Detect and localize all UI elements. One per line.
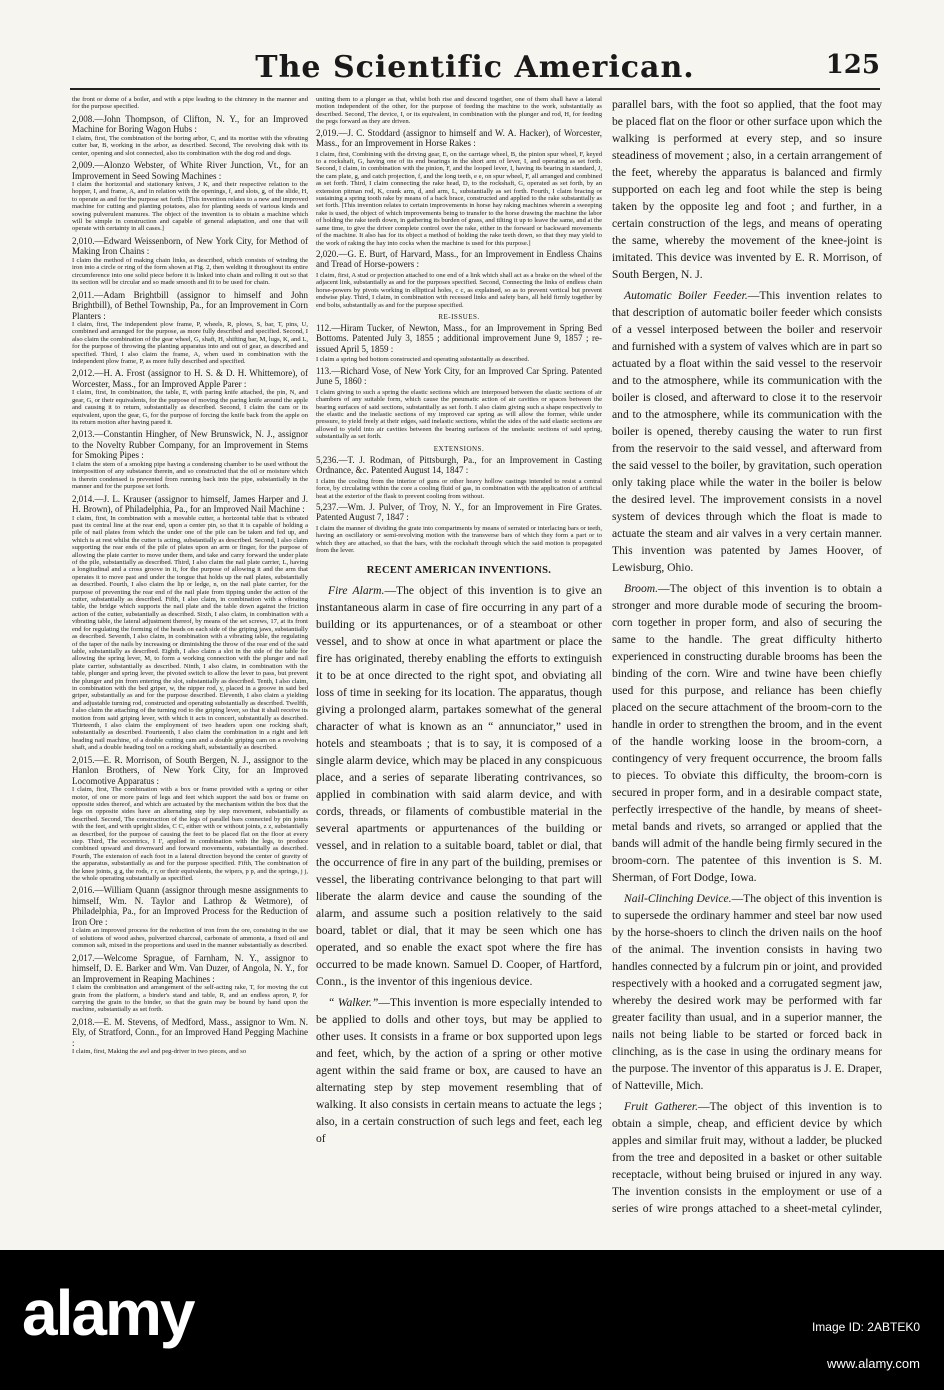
patent-entry [72,755,308,883]
patent-claim-text: I claim an improved process for the reduction of iron from the ore, consisting in the use of solutions of wood ashes, pulverized charcoal, carbonate of ammonia, a fixed oil and common salt, mixed in the proportions and used in the manner substantially as described. [72,927,308,950]
patent-heading: 2,010.—Edward Weissenborn, of New York City, for Method of Making Iron Chains : [72,235,308,257]
reissues-list [316,323,602,441]
patent-heading: 2,009.—Alonzo Webster, of White River Junction, Vt., for an Improvement in Seed Sowing Machines : [72,160,308,181]
extensions-heading: EXTENSIONS. [433,444,485,453]
patent-claim-text: I claim the horizontal and stationary knives, J K, and their respective relation to the hopper, I, and frame, A, and in relation with the openings, f, and slots, g, of the slide, H, to operate as and for the purpose set forth. [This invention relates to a new and improved machine for cutting and planting potatoes, also for planting seeds of various kinds and sowing pulverulent manures. The object of the invention is to obtain a machine which will be simple in construction and capable of general adaptation, and one that will operate with certainty in all cases.] [72,181,308,233]
article-paragraph [612,287,882,576]
masthead-rule [70,88,880,90]
intro-text: uniting them to a plunger as that, whilst both rise and descend together, one of them shall have a lateral motion independent of the other, for the purpose of feeding the machine to the work, substantially as described. Second, The device, I, or its equivalent, in combination with the plunger and rod, H, for feeding the pegs forward as they are driven. [316,96,602,126]
patent-heading: 2,012.—H. A. Frost (assignor to H. S. & D. H. Whittemore), of Worcester, Mass., for an Improved Apple Parer : [72,368,308,389]
column-2-patents [316,128,602,309]
patent-claim-text: I claim, first, A stud or projection attached to one end of a link which shall act as a brake on the wheel of the adjacent link, substantially as and for the purposes specified. Second, Connecting the links of endless chain horse-powers by pivots working in elliptical holes, c c, as explained, so as to prevent vertical but prevent endwise play. Third, I claim, in combination with recessed links and safety bars, all held firmly together by end bolts, substantially as and for the purpose specified. [316,271,602,309]
article-paragraph [316,994,602,1147]
patent-heading: 2,016.—William Quann (assignor through mesne assignments to himself, Wm. N. Taylor and Lathrop & Wetmore), of Philadelphia, Pa., for an Improved Process for the Reduction of Iron Ore : [72,885,308,927]
patent-heading: 2,017.—Welcome Sprague, of Farnham, N. Y., assignor to himself, D. E. Barker and Wm. Van Duzer, of Angola, N. Y., for an Improvement in Reaping Machines : [72,952,308,984]
extensions-list [316,455,602,555]
patent-entry [72,953,308,1014]
patent-claim-text: the front or dome of a boiler, and with a pipe leading to the chimney in the manner and for the purpose specified. [72,96,308,111]
patent-claim-text: I claim, first, In combination with a movable cutter, a horizontal table that is vibrated past its central line at the rear end, upon a center pin, so that it is capable of holding a pile of nail plates from which the under one of the pile can be taken and fed up, and which is at rest whilst the cutter is acting, substantially as described. Second, I also claim supporting the rear ends of the pile of plates upon an arm or finger, for the purpose of allowing the plate carrier to move under them, and take and carry forward the under plate of the pile, substantially as described. Third, I also claim the nail plate carrier, L, having a longitudinal and a cross groove in it, for the purpose of allowing it and the arm that operates it to move past and under the tongue that holds up the nail plates, substantially as described. Fourth, I also claim the lip or ledge, n, on the nail plate carrier, for the purpose of preventing the rear end of the nail plate from tipping under the action of the cutter, substantially as described. Fifth, I also claim, in combination with a vibrating table, the bridge which supports the nail plate and the table down against the friction action of the cutter, substantially as described. Sixth, I also claim, in combination with a vibrating table, the lateral adjustment thereof, by means of the set screws, 17, at its front end for regulating the forming of the heads on each side of the griping jaws, substantially as described. Seventh, I also claim, in combination with a vibrating table, the regulating of the taper of the nails by increasing or diminishing the throw of the rear end of the said table, substantially as described. Eighth, I also claim a slot in the side of the table for allowing the spring lever, M, to form a working connection with the plunger and nail plate carrier, substantially as described. Ninth, I also claim, in combination with the table, plunger and spring lever, the pivoted switch to allow the lever to pass, but prevent the plunger and pin from entering the slot, substantially as described. Tenth, I also claim, in combination with the bed griper, w, the nipper rod, y, placed in a groove in said bed griper, substantially as and for the purpose described. Eleventh, I also claim a yielding and adjustable turning rod, constructed and operating substantially as described. Twelfth, I also claim the attaching of the turning rod to the griping lever, so that it shall receive its motion from said griping lever, with which it acts in concert, substantially as described. Thirteenth, I also claim the employment of two headers upon one rocking shaft, substantially as described. Fourteenth, I also claim the combination in a right and left heading nail machine, of a double cutting cam and a double griping cam on a revolving shaft, and a double heading tool on a rocking shaft, substantially as described. [72,514,308,752]
article-paragraph [612,890,882,1094]
patent-heading: 2,018.—E. M. Stevens, of Medford, Mass., assignor to Wm. N. Ely, of Stratford, Conn., for an Improved Hand Pegging Machine : [72,1016,308,1048]
paragraph-text: —This invention is more especially intended to be applied to dolls and other toys, but may be applied to other uses. It consists in a frame or box supported upon legs and feet, which, by the action of a spring or other motive agent within the said frame or box, are caused to have an alternating step by step movement resembling that of walking. It also consists in certain means to actuate the legs ; also, in a certain construction of such legs and feet, each leg of [316,995,602,1145]
reissue-entry [316,323,602,364]
patent-entry [72,96,308,111]
article-paragraph [612,1098,882,1216]
patent-heading: 5,236.—T. J. Rodman, of Pittsburgh, Pa., for an Improvement in Casting Ordnance, &c. Patented August 14, 1847 : [316,454,602,476]
patent-claim-text: I claim, first, Combining with the driving gear, E, on the carriage wheel, B, the pinion spur wheel, F, keyed to a rockshaft, G, having one of its end bearings in the short arm of lever, I, and operating as set forth. Second, I claim, in combination with the pinion, F, and the looped lever, I, having its bearing in standard, J, the cam plate, g, and catch projection, f, and the long teeth, e e, on spur wheel, F, all arranged and combined as set forth. Third, I claim connecting the rake head, D, to the rockshaft, G, operated as set forth, by an extension pitman rod, K, crank arm, d, and arm, L, substantially as set forth. Fourth, I claim bracing or sustaining a spring tooth rake by means of a back brace, constructed and applied to the rake substantially as set forth. [This invention relates to certain improvements in horse hay raking machines wherein a sweeping rake is used, the object of which improvements being to transfer to the horse drawing the machine the labor of holding the rake teeth down, in gathering its burden of grass, and tilting it up to leave the same, and at the same time, to give the driver complete control over the rake, either in the forward or backward movements of the machine. It also has for its object a method of holding the rake teeth down, so that they may yield to the work of raking the hay into cocks when the machine is used for this purpose.] [316,150,602,247]
patent-entry [72,290,308,366]
patent-heading: 2,013.—Constantin Hingher, of New Brunswick, N. J., assignor to the Novelty Rubber Company, for an Improvement in Stems for Smoking Pipes : [72,429,308,461]
article-paragraph [612,96,882,283]
column-2 [316,96,602,1216]
patent-claim-text: I claim giving to such a spring the elastic sections which are interposed between the elastic sections of air chambers of any suitable form, which cause the pneumatic action of air cavities or spaces between the bearing surfaces of said sections, substantially as set forth. I also claim giving such a shape respectively to the elastic and the inelastic sections of my improved car spring as will allow the former, while under pressure, to yield freely at their edges, said inelastic sections, whilst the sides of the said elastic sections are allowed to yield into air cavities between the bearing surfaces of the unelastic sections of said spring, substantially as set forth. [316,388,602,441]
patent-heading: 2,020.—G. E. Burt, of Harvard, Mass., for an Improvement in Endless Chains and Tread of Horse-powers : [316,248,602,270]
patent-entry [72,1017,308,1056]
patent-heading: 2,015.—E. R. Morrison, of South Bergen, N. J., assignor to the Hanlon Brothers, of New York City, for an Improved Locomotive Apparatus : [72,754,308,786]
masthead-title: The Scientific American. [255,50,695,85]
patent-entry [316,128,602,247]
patent-entry [316,249,602,309]
source-url: www.alamy.com [827,1356,920,1371]
extension-entry [316,502,602,555]
column-3 [612,96,882,1216]
patent-entry [72,114,308,157]
patent-claim-text: I claim, first, The independent plow frame, P, wheels, R, plows, S, bar, T, pins, U, combined and arranged for the purpose, as more fully described and specified. Second, I also claim the combination of the gear wheel, G, shaft, H, shifting bar, M, lugs, K, and L, for the purpose of throwing the planting apparatus into and out of gear, as described and specified. Third, I also claim the frame, A, when used in combination with the independent plow frame, P, as more fully described and specified. [72,321,308,366]
alamy-logo: alamy [22,1277,194,1349]
column-2-intro [316,96,602,126]
patent-heading: 112.—Hiram Tucker, of Newton, Mass., for an Improvement in Spring Bed Bottoms. Patented July 3, 1855 ; additional improvement June 9, 1857 ; re-issued April 5, 1859 : [316,322,602,354]
patent-heading: 5,237.—Wm. J. Pulver, of Troy, N. Y., for an Improvement in Fire Grates. Patented August 7, 1847 : [316,501,602,523]
patent-claim-text: I claim, first, In combination, the table, E, with paring knife attached, the pin, N, and gear, G, or their equivalents, for the purpose of moving the paring knife around the apple and causing it to return, substantially as described. Second, I claim the cam or its equivalent, upon the gear, G, for the purpose of forcing the knife back from the apple on its return motion after having pared it. [72,389,308,427]
invention-name: Automatic Boiler Feeder. [624,289,748,302]
patent-entry [72,160,308,233]
patent-claim-text: I claim the cooling from the interior of guns or other heavy hollow castings intended to resist a central force, by circulating within the core a cooling fluid of gas, in combination with the application of artificial heat at the exterior of the flask to prevent cooling from without. [316,477,602,500]
reissue-entry [316,366,602,441]
article-body [316,582,602,1147]
patent-heading: 113.—Richard Vose, of New York City, for an Improved Car Spring. Patented June 5, 1860 : [316,365,602,387]
paragraph-text: —The object of this invention is to supersede the ordinary hammer and steel bar now used by the horse-shoers to clinch the driven nails on the hoof of the animal. The invention consists in having two handles connected by a fulcrum pin or joint, and provided respectively with a hooked and a corrugated segment jaw, whereby the desired work may be performed with far greater facility than usual, and in a superior manner, the nails not being liable to be started or forced back in clinching, as is the case in using the ordinary means for the purpose. The inventor of this apparatus is J. E. Draper, of Natteville, Mich. [612,892,882,1092]
patent-heading: 2,019.—J. C. Stoddard (assignor to himself and W. A. Hacker), of Worcester, Mass., for an Improvement in Horse Rakes : [316,127,602,149]
patent-entry [72,494,308,752]
paragraph-text: —The object of this invention is to give an instantaneous alarm in case of fire occurring in any part of a building or its appurtenances, or of a steamboat or other vessel, and to show at once in what apartment or place the fire has originated, thereby enabling the efforts to extinguish it to be at once directed to the right spot, and obviating all loss of time in seeking for its location. The apparatus, though giving a prolonged alarm, partakes somewhat of the general character of what is known as an “ annunciator,” used in hotels and steamboats ; that is to say, it is composed of a single alarm device, which may be placed in any conspicuous place, and a series of separate liberating contrivances, so applied in combination with said alarm device, and with cords, threads, or filaments of combustible material in the several apartments or appurtenances of the building or vessel, and in relation to a suitable board, tablet or dial, that the occurrence of fire in any part of the building, premises or vessel, the liberating contrivance belonging to that part will liberate the alarm device and cause the sounding of the alarm, and assume such a position relatively to the said board, tablet or dial, that it may be seen which one has operated, and so enable the exact spot where the fire has occurred to be made known. Samuel D. Cooper, of Hartford, Conn., is the inventor of this ingenious device. [316,583,602,988]
image-id: Image ID: 2ABTEK0 [811,1320,920,1334]
patent-entry [72,429,308,490]
patent-claim-text: I claim, first, The combination of the boring arbor, C, and its mortise with the vibrating cutter bar, B, working in the arbor, as described. Second, The revolving disk with its center, opening and slot connected, also its combination with the dog rod and dogs. [72,134,308,157]
paragraph-text: parallel bars, with the foot so applied, that the foot may be placed flat on the floor or other surface upon which the walking is performed at every step, and so insure steadiness of movement ; also, in a certain arrangement of the feet, whereby the apparatus is balanced and firmly supported on each leg and foot while the step is being taken by the opposite leg and foot ; and further, in a certain construction of the legs, and means of operating the same, whereby the movement of the knee-joint is imitated. This device was invented by E. R. Morrison, of South Bergen, N. J. [612,98,882,281]
article-paragraph [612,580,882,886]
patent-entry [72,368,308,426]
patent-entry [72,236,308,287]
invention-name: Fruit Gatherer. [624,1100,699,1113]
invention-name: Nail-Clinching Device. [624,892,732,905]
article-paragraph [316,582,602,990]
page-number: 125 [825,50,880,80]
patent-claim-text: I claim the combination and arrangement of the self-acting rake, T, for moving the cut grain from the platform, a binder's stand and table, R, and an endless apron, P, for carrying the grain to the binder, so that the grain may be bound by hand upon the machine, substantially as set forth. [72,984,308,1014]
patent-claim-text: I claim the method of making chain links, as described, which consists of winding the iron into a circle or ring of the form shown at Fig. 2, then welding it throughout its entire circumference into one solid piece before it is linked into chain and rolling it out so that its section will be circular and so made smooth and fit to be used for chain. [72,256,308,287]
patent-claim-text: I claim the manner of dividing the grate into compartments by means of serrated or interlacing bars or teeth, having an oscillatory or semi-revolving motion with the transverse bars of which they form a part or to which they are attached, so that the bars, with the rockshaft through which the said motion is propagated from the lever. [316,524,602,555]
patent-claim-text: I claim, first, The combination with a box or frame provided with a spring or other motor, of one or more pairs of legs and feet which support the said box or frame on opposite sides thereof, and which are actuated by the mechanism within the box that the legs on opposite sides have an alternating step by step movement, substantially as described. Second, The construction of the legs of parallel bars connected by pin joints with the feet, and with upright slides, C C, either with or without joints, z z, substantially as described, for the purpose of causing the feet to be placed flat on the floor at every step. Third, The eccentrics, I I', applied in combination with the legs, to produce combined upward and downward and forward movements, substantially as described. Fourth, The extension of each foot in a lateral direction beyond the center of gravity of the apparatus, substantially as and for the purpose specified. Fifth, The combination of the knee joints, g g, the rods, r r, or their equivalents, the wipers, p p, and the springs, j j, the whole operating substantially as specified. [72,786,308,882]
paragraph-text: —The object of this invention is to obtain a stronger and more durable mode of securing the broom-corn together in proper form, and also of securing the same to the handle. The great difficulty hitherto experienced in constructing durable brooms has been the binding of the corn. Wire and twine have been chiefly used for this purpose, and reliance has been chiefly placed on the secure attachment of the broom-corn to the handle in order to strengthen the broom, and in the event of the handle working loose in the broom-corn, a contingency of very frequent occurrence, the broom falls to pieces. To obviate this difficulty, the broom-corn is secured in proper form, and in a desirable compact state, perfectly irrespective of the handle, by means of sheet-metal bands and rivets, so arranged or applied that the bands will admit of the handle being firmly secured in the broom-corn. The patentee of this invention is S. M. Sherman, of Fort Dodge, Iowa. [612,582,882,884]
patent-claim-text: I claim a spring bed bottom constructed and operating substantially as described. [316,356,530,364]
column-1 [72,96,308,1216]
paragraph-text: —This invention relates to that description of automatic boiler feeder which consists of a vessel interposed between the boiler and reservoir and furnished with a system of valves which are in part so actuated by a float within the said vessel to the reservoir and to the atmosphere, while its communication with the boiler is closed, and afterward to close it to the reservoir and to the atmosphere, while its communication with the boiler is opened, thereby causing the water to run first from the reservoir to the said vessel, and afterward from the said vessel to the boiler, by gravitation, such operation only taking place while the water in the boiler is below the desired level. The improvement consists in a novel system of devices through which the float is made to actuate the steam and air valves in a very certain manner. This invention was patented by James Hoover, of Lewisburg, Ohio. [612,289,882,574]
patent-heading: 2,014.—J. L. Krauser (assignor to himself, James Harper and J. H. Brown), of Philadelphia, Pa., for an Improved Nail Machine : [72,493,308,515]
invention-name: Broom. [624,582,659,595]
patent-claim-text: I claim the stem of a smoking pipe having a condensing chamber to be used without the interposition of any substance therein, and so constructed that the oil or moisture which is therein condensed is prevented from running back into the pipe, substantially in the manner and for the purpose set forth. [72,460,308,491]
masthead [70,48,880,88]
article-heading: RECENT AMERICAN INVENTIONS. [366,564,552,576]
patent-heading: 2,011.—Adam Brightbill (assignor to himself and John Brightbill), of Bethel Township, Pa., for an Improvement in Corn Planters : [72,289,308,321]
extension-entry [316,455,602,500]
paragraph-text: —The object of this invention is to obtain a simple, cheap, and efficient device by which apples and similar fruit may, without a ladder, be plucked from the tree and deposited in a basket or other suitable receptacle, without being bruised or injured in any way. The invention consists in the employment or use of a series of wire prongs attached to a sheet-metal cylinder, [612,1100,882,1215]
patent-claim-text: I claim, first, Making the awl and peg-driver in two pieces, and so [72,1048,247,1056]
patent-entry [72,885,308,949]
invention-name: Fire Alarm. [328,583,385,597]
invention-name: “ Walker.” [328,995,379,1009]
reissues-heading: RE-ISSUES. [438,312,480,321]
patent-heading: 2,008.—John Thompson, of Clifton, N. Y., for an Improved Machine for Boring Wagon Hubs : [72,113,308,135]
